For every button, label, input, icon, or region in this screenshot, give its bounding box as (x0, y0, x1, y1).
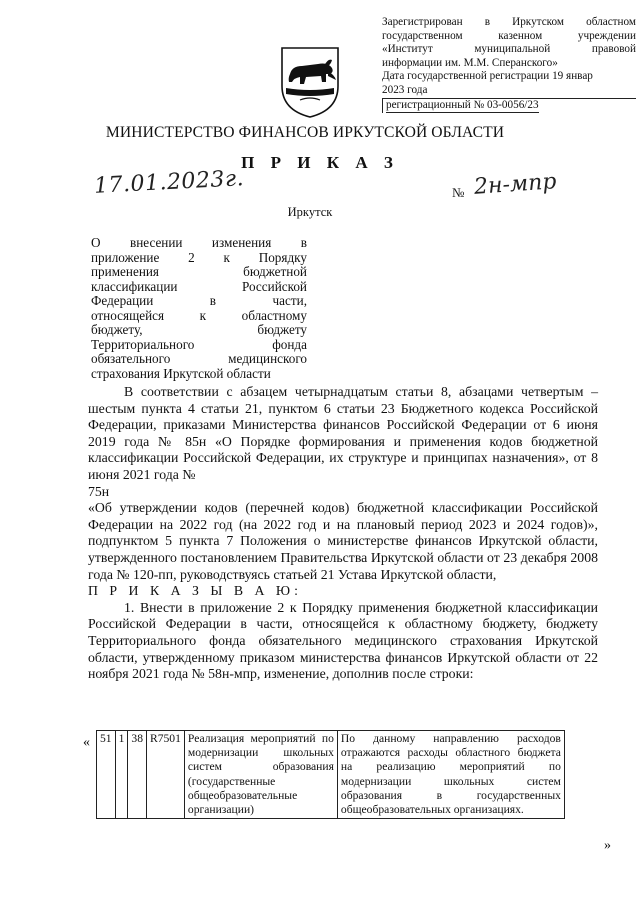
registration-line-1: Зарегистрирован в Иркутском областном (382, 16, 636, 28)
topic-line: Территориального фонда (91, 336, 307, 352)
document-body (88, 384, 598, 683)
topic-line: применения бюджетной (91, 264, 307, 279)
close-quote: » (604, 838, 611, 853)
number-label: № (452, 185, 465, 200)
registration-line-4: информации им. М.М. Сперанского» (382, 56, 558, 69)
table-cell-description: Реализация мероприятий по модернизации школьных систем образования (государственные общеобразовательные организации) (184, 731, 337, 819)
topic-line: Федерации в части, (91, 293, 307, 308)
document-type: П Р И К А З (241, 153, 399, 172)
body-paragraph-1: В соответствии с абзацем четырнадцатым статьи 8, абзацами четвертым – шестым пункта 4 статьи 21, пунктом 6 статьи 23 Бюджетного кодекса Российской Федерации, приказами Министерства финансов Российской Федерации от 6 июня 2019 года № 85н «О Порядке формирования и применения кодов бюджетной классификации Российской Федерации, их структуре и принципах назначения», от 8 июня 2021 года № (88, 384, 598, 482)
table-cell-code-1: 51 (97, 731, 116, 819)
item-1: 1. Внести в приложение 2 к Порядку применения бюджетной классификации Российской Федерации в части, относящейся к областному бюджету, бюджету Территориального фонда обязательного медицинского страхования Иркутской области, утвержденному приказом министерства финансов Иркутской области от 22 ноября 2021 года № 58н-мпр, изменение, дополнив после строки: (88, 599, 598, 682)
topic-line: страхования Иркутской области (91, 365, 271, 381)
topic-line: бюджету, бюджету (91, 322, 307, 337)
topic-line: относящейся к областному (91, 307, 307, 323)
irkutsk-coat-of-arms-icon (276, 44, 344, 120)
decree-heading: П Р И К А З Ы В А Ю: (88, 583, 302, 599)
topic-line: О внесении изменения в (91, 235, 307, 250)
open-quote: « (83, 735, 90, 750)
registration-line-2: государственном казенном учреждении (382, 29, 636, 42)
topic-line: классификации Российской (91, 278, 307, 294)
topic-line: приложение 2 к Порядку (91, 249, 307, 265)
ministry-title: МИНИСТЕРСТВО ФИНАНСОВ ИРКУТСКОЙ ОБЛАСТИ (105, 124, 505, 141)
registration-line-3: «Институт муниципальной правовой (382, 43, 636, 56)
table-cell-code-2: 1 (115, 731, 128, 819)
body-paragraph-2: «Об утверждении кодов (перечней кодов) бюджетной классификации Российской Федерации на 2022 год (на 2022 год и на плановый период 2023 и 2024 годов)», подпунктом 5 пункта 7 Положения о министерстве финансов Иркутской области, утвержденного постановлением Правительства Иркутской области от 23 декабря 2008 года № 120-пп, руководствуясь статьей 21 Устава Иркутской области, (88, 500, 598, 582)
topic-block (91, 236, 307, 381)
table-cell-note: По данному направлению расходов отражаются расходы областного бюджета на реализацию мероприятий по модернизации школьных систем образования в государственных общеобразовательных организациях. (337, 731, 564, 819)
city: Иркутск (287, 205, 333, 219)
registration-number: регистрационный № 03-0056/23 (382, 98, 636, 114)
registration-line-6: 2023 года (382, 83, 428, 96)
table-cell-code-3: 38 (128, 731, 147, 819)
table-cell-code-4: R7501 (146, 731, 184, 819)
registration-stamp (382, 16, 636, 113)
handwritten-number: 2н-мпр (473, 169, 558, 200)
classification-table (96, 730, 565, 819)
table-row (97, 731, 565, 819)
topic-line: обязательного медицинского (91, 351, 307, 366)
handwritten-date: 17.01.2023г. (93, 166, 245, 199)
body-line-75n: 75н (88, 483, 110, 499)
registration-line-5: Дата государственной регистрации 19 январ (382, 70, 593, 83)
